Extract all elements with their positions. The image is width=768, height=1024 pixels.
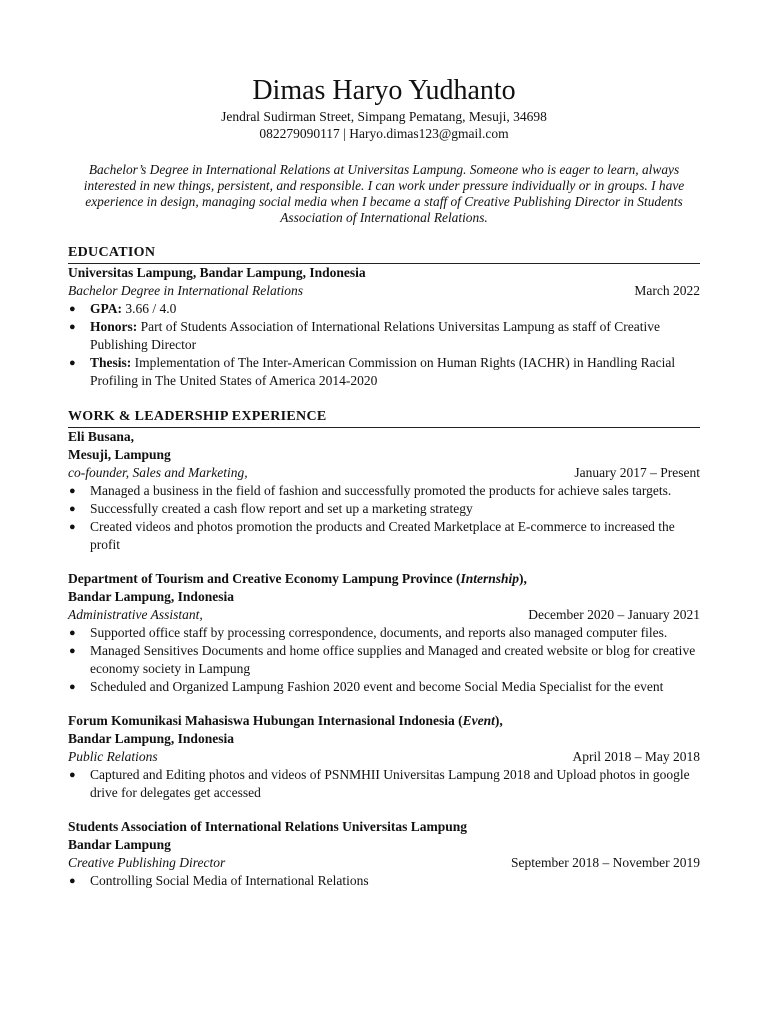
org-text: Forum Komunikasi Mahasiswa Hubungan Internasional Indonesia ( bbox=[68, 713, 463, 728]
org-end: ), bbox=[519, 571, 527, 586]
profile-summary: Bachelor’s Degree in International Relations at Universitas Lampung. Someone who is eager to learn, always interested in new things, persistent, and responsible. I can work under pressure individually or in groups. I have experience in design, managing social media when I became a staff of Creative Publishing Director in Students Association of International Relations. bbox=[83, 162, 685, 225]
role-title: Administrative Assistant, bbox=[68, 607, 203, 622]
contact-line: 082279090117 | Haryo.dimas123@gmail.com bbox=[259, 126, 509, 141]
role-dates: January 2017 – Present bbox=[574, 465, 700, 480]
item-text: Part of Students Association of International Relations Universitas Lampung as staff of Creative Publishing Director bbox=[90, 319, 661, 352]
role-dates: April 2018 – May 2018 bbox=[572, 749, 700, 764]
school-name: Universitas Lampung, Bandar Lampung, Indonesia bbox=[68, 265, 366, 280]
role-dates: December 2020 – January 2021 bbox=[528, 607, 700, 622]
responsibilities-list bbox=[68, 624, 700, 696]
degree-title: Bachelor Degree in International Relations bbox=[68, 283, 303, 298]
role-row bbox=[68, 748, 700, 766]
org-text: Students Association of International Relations Universitas Lampung bbox=[68, 819, 468, 834]
organization-name bbox=[68, 570, 700, 588]
experience-entry bbox=[68, 570, 700, 696]
education-details bbox=[68, 300, 700, 390]
list-item: ● Captured and Editing photos and videos of PSNMHII Universitas Lampung 2018 and Upload photos in google drive for delegates get accessed bbox=[68, 766, 700, 802]
org-text: Department of Tourism and Creative Economy Lampung Province ( bbox=[68, 571, 461, 586]
role-row bbox=[68, 854, 700, 872]
education-heading: EDUCATION bbox=[68, 244, 700, 264]
list-item: ● Supported office staff by processing correspondence, documents, and reports also managed computer files. bbox=[68, 624, 700, 642]
experience-section bbox=[68, 408, 700, 890]
organization-name bbox=[68, 428, 700, 446]
list-item: ● Managed a business in the field of fashion and successfully promoted the products for achieve sales targets. bbox=[68, 482, 700, 500]
role-title: Creative Publishing Director bbox=[68, 855, 226, 870]
role-title: Public Relations bbox=[68, 749, 158, 764]
responsibilities-list bbox=[68, 872, 700, 890]
education-item-honors bbox=[68, 318, 700, 354]
list-item: ● Managed Sensitives Documents and home office supplies and Managed and created website or blog for creative economy society in Lampung bbox=[68, 642, 700, 678]
role-row bbox=[68, 464, 700, 482]
organization-location: Bandar Lampung, Indonesia bbox=[68, 589, 234, 604]
education-item-thesis bbox=[68, 354, 700, 390]
graduation-date: March 2022 bbox=[634, 283, 700, 298]
experience-entry bbox=[68, 712, 700, 802]
education-item-gpa bbox=[68, 300, 700, 318]
organization-location: Bandar Lampung, Indonesia bbox=[68, 731, 234, 746]
education-section bbox=[68, 244, 700, 390]
experience-entry bbox=[68, 818, 700, 890]
responsibilities-list bbox=[68, 766, 700, 802]
resume-page bbox=[68, 0, 700, 906]
address-line: Jendral Sudirman Street, Simpang Pematang, Mesuji, 34698 bbox=[221, 109, 547, 124]
role-row bbox=[68, 606, 700, 624]
item-label: GPA: bbox=[90, 301, 122, 316]
organization-name bbox=[68, 818, 700, 836]
experience-heading: WORK & LEADERSHIP EXPERIENCE bbox=[68, 408, 700, 428]
org-end: ), bbox=[494, 713, 503, 728]
list-item: ● Successfully created a cash flow report and set up a marketing strategy bbox=[68, 500, 700, 518]
item-label: Thesis: bbox=[90, 355, 132, 370]
organization-location: Bandar Lampung bbox=[68, 837, 171, 852]
org-type: Internship bbox=[460, 571, 520, 586]
org-suffix: , bbox=[130, 429, 135, 444]
role-dates: September 2018 – November 2019 bbox=[511, 855, 700, 870]
list-item: ● Controlling Social Media of International Relations bbox=[68, 872, 700, 890]
responsibilities-list bbox=[68, 482, 700, 554]
org-type: Event bbox=[462, 713, 495, 728]
applicant-name: Dimas Haryo Yudhanto bbox=[252, 75, 516, 106]
item-text: 3.66 / 4.0 bbox=[122, 301, 177, 316]
organization-name bbox=[68, 712, 700, 730]
experience-entry bbox=[68, 428, 700, 554]
list-item: ● Scheduled and Organized Lampung Fashion 2020 event and become Social Media Specialist for the event bbox=[68, 678, 700, 696]
org-text: Eli Busana bbox=[68, 429, 131, 444]
item-label: Honors: bbox=[90, 319, 138, 334]
organization-location: Mesuji, Lampung bbox=[68, 447, 171, 462]
item-text: Implementation of The Inter-American Commission on Human Rights (IACHR) in Handling Racial Profiling in The United States of America 2014-2020 bbox=[90, 355, 676, 388]
degree-row bbox=[68, 282, 700, 300]
list-item: ● Created videos and photos promotion the products and Created Marketplace at E-commerce to increased the profit bbox=[68, 518, 700, 554]
role-title: co-founder, Sales and Marketing, bbox=[68, 465, 248, 480]
